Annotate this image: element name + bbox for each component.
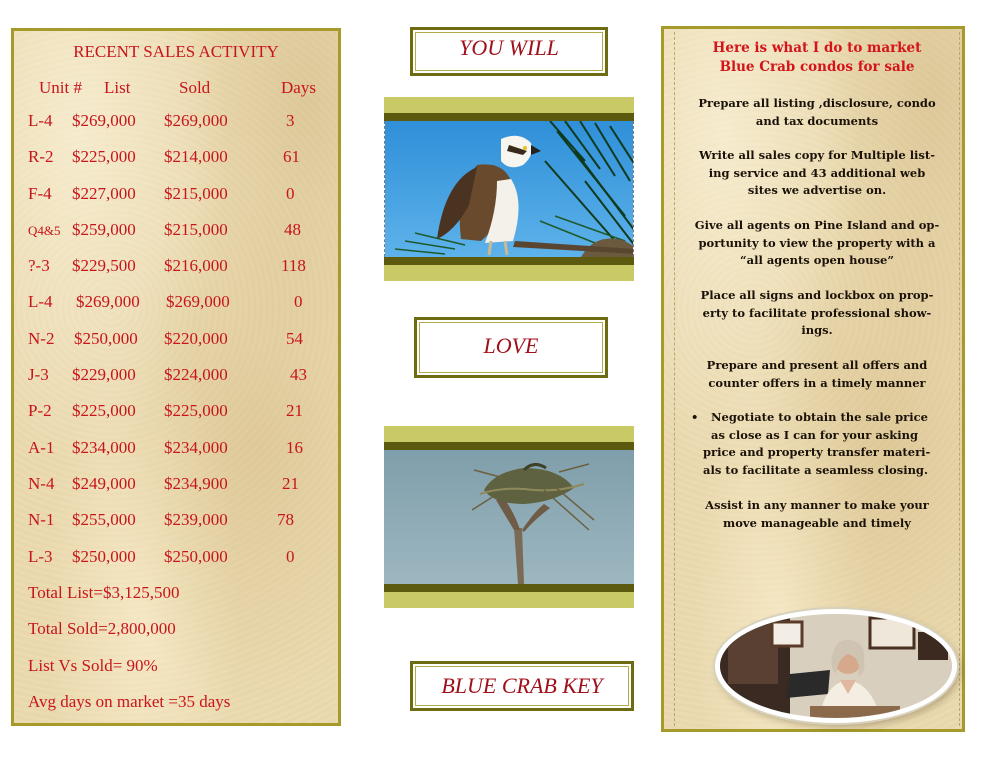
sales-list-price: $229,500 bbox=[72, 256, 136, 276]
sales-unit: ?-3 bbox=[28, 256, 50, 276]
task-line: and tax documents bbox=[755, 113, 879, 128]
sales-list-price: $227,000 bbox=[72, 183, 136, 203]
recent-sales-panel bbox=[11, 28, 341, 726]
column-header-unit: Unit # bbox=[39, 78, 82, 97]
sales-sold-price: $250,000 bbox=[164, 546, 228, 566]
sales-sold-price: $220,000 bbox=[164, 328, 228, 348]
sales-days: 21 bbox=[286, 401, 303, 421]
bullet-icon: • bbox=[691, 410, 699, 424]
sales-sold-price: $234,000 bbox=[164, 437, 228, 457]
sales-sold-price: $269,000 bbox=[166, 292, 230, 312]
sales-days: 118 bbox=[281, 256, 306, 276]
sales-rows bbox=[28, 111, 333, 583]
osprey-photo-icon bbox=[384, 121, 634, 257]
total-sold: Total Sold=2,800,000 bbox=[28, 619, 176, 639]
marketing-title-line-2: Blue Crab condos for sale bbox=[719, 59, 915, 75]
sales-days: 61 bbox=[283, 147, 300, 167]
sales-list-price: $250,000 bbox=[72, 546, 136, 566]
sales-row bbox=[28, 147, 333, 183]
sales-unit: J-3 bbox=[28, 365, 49, 385]
sales-days: 0 bbox=[286, 546, 295, 566]
sales-list-price: $225,000 bbox=[72, 401, 136, 421]
marketing-task-negotiate bbox=[683, 409, 963, 479]
sales-days: 43 bbox=[290, 365, 307, 385]
sales-sold-price: $225,000 bbox=[164, 401, 228, 421]
task-line: Assist in any manner to make your bbox=[705, 498, 929, 512]
sales-unit: A-1 bbox=[28, 437, 55, 457]
sales-row bbox=[28, 256, 333, 292]
task-line: ing service and 43 additional web bbox=[708, 165, 926, 180]
agent-portrait-icon bbox=[715, 609, 957, 723]
sales-unit: N-2 bbox=[28, 328, 55, 348]
frame-band-top-dark bbox=[384, 113, 634, 121]
sales-sold-price: $214,000 bbox=[164, 147, 228, 167]
frame-band-top bbox=[384, 97, 634, 113]
sales-days: 0 bbox=[286, 183, 295, 203]
task-line: Place all signs and lockbox on prop- bbox=[700, 288, 934, 302]
sales-unit: R-2 bbox=[28, 147, 54, 167]
sales-row bbox=[28, 401, 333, 437]
column-header-days: Days bbox=[281, 78, 316, 97]
osprey-photo-frame bbox=[384, 97, 634, 281]
task-line: ings. bbox=[801, 323, 833, 337]
you-will-label: YOU WILL bbox=[459, 35, 559, 60]
marketing-task-signs bbox=[677, 287, 957, 340]
sales-days: 48 bbox=[284, 219, 301, 239]
marketing-panel bbox=[661, 26, 965, 732]
marketing-title-line-1: Here is what I do to market bbox=[712, 40, 922, 56]
love-label-box bbox=[414, 317, 608, 378]
sales-row bbox=[28, 365, 333, 401]
marketing-task-sales-copy bbox=[677, 147, 957, 200]
marketing-title bbox=[675, 39, 959, 77]
frame-band-bottom bbox=[384, 265, 634, 281]
task-line: erty to facilitate professional show- bbox=[702, 305, 932, 320]
osprey-nest-illustration-icon bbox=[384, 450, 634, 584]
sales-unit: L-4 bbox=[28, 111, 53, 130]
sales-days: 78 bbox=[277, 510, 294, 530]
sales-sold-price: $239,000 bbox=[164, 510, 228, 530]
task-line: move manageable and timely bbox=[723, 515, 911, 530]
sales-sold-price: $216,000 bbox=[164, 256, 228, 276]
sales-unit: L-3 bbox=[28, 546, 53, 566]
task-line: counter offers in a timely manner bbox=[708, 375, 926, 390]
marketing-task-assist bbox=[677, 497, 957, 532]
sales-sold-price: $234,900 bbox=[164, 473, 228, 493]
love-label: LOVE bbox=[483, 333, 539, 358]
agent-portrait-illustration-icon bbox=[720, 614, 952, 718]
task-line: price and property transfer materi- bbox=[703, 445, 931, 459]
sales-row bbox=[28, 510, 333, 546]
task-line: Prepare all listing ,disclosure, condo bbox=[698, 96, 936, 110]
list-vs-sold: List Vs Sold= 90% bbox=[28, 655, 158, 675]
marketing-task-documents bbox=[677, 95, 957, 130]
sales-days: 54 bbox=[286, 328, 303, 348]
frame-band-bottom bbox=[384, 592, 634, 608]
sales-row bbox=[28, 184, 333, 220]
blue-crab-key-label: BLUE CRAB KEY bbox=[441, 673, 603, 698]
task-line: Write all sales copy for Multiple list- bbox=[699, 148, 935, 162]
sales-unit: F-4 bbox=[28, 183, 52, 203]
avg-days-on-market: Avg days on market =35 days bbox=[28, 691, 231, 711]
sales-list-price: $234,000 bbox=[72, 437, 136, 457]
sales-column-headers bbox=[14, 78, 338, 100]
task-line: Give all agents on Pine Island and op- bbox=[694, 218, 940, 232]
sales-row bbox=[28, 220, 333, 256]
frame-band-top bbox=[384, 426, 634, 442]
marketing-task-open-house bbox=[677, 217, 957, 270]
osprey-nest-photo-icon bbox=[384, 450, 634, 584]
sales-unit: N-1 bbox=[28, 510, 55, 530]
task-line: als to facilitate a seamless closing. bbox=[703, 462, 928, 477]
sales-unit: N-4 bbox=[28, 473, 55, 493]
sales-list-price: $249,000 bbox=[72, 473, 136, 493]
frame-band-bottom-dark bbox=[384, 584, 634, 592]
sales-list-price: $269,000 bbox=[76, 292, 140, 312]
task-line: Negotiate to obtain the sale price bbox=[711, 410, 928, 424]
task-line: sites we advertise on. bbox=[747, 183, 887, 197]
sales-list-price: $269,000 bbox=[72, 111, 136, 130]
sales-list-price: $250,000 bbox=[74, 328, 138, 348]
sales-days: 21 bbox=[282, 473, 299, 493]
sales-unit: Q4&5 bbox=[28, 222, 61, 238]
task-line: Prepare and present all offers and bbox=[706, 358, 928, 372]
sales-row bbox=[28, 111, 333, 147]
column-header-list: List bbox=[104, 78, 131, 97]
task-line: portunity to view the property with a bbox=[698, 235, 936, 250]
task-line: “all agents open house” bbox=[740, 253, 894, 267]
column-header-sold: Sold bbox=[179, 78, 211, 97]
sales-sold-price: $269,000 bbox=[164, 111, 228, 130]
sales-list-price: $259,000 bbox=[72, 219, 136, 239]
sales-sold-price: $215,000 bbox=[164, 183, 228, 203]
sales-sold-price: $215,000 bbox=[164, 219, 228, 239]
blue-crab-key-label-box bbox=[410, 661, 634, 711]
sales-totals bbox=[28, 583, 333, 728]
sales-unit: L-4 bbox=[28, 292, 53, 312]
sales-sold-price: $224,000 bbox=[164, 365, 228, 385]
total-list: Total List=$3,125,500 bbox=[28, 583, 180, 602]
osprey-illustration-icon bbox=[385, 121, 634, 257]
task-line: as close as I can for your asking bbox=[711, 427, 919, 442]
sales-row bbox=[28, 329, 333, 365]
sales-row bbox=[28, 547, 333, 583]
sales-unit: P-2 bbox=[28, 401, 52, 421]
sales-row bbox=[28, 438, 333, 474]
sales-row bbox=[28, 474, 333, 510]
sales-list-price: $225,000 bbox=[72, 147, 136, 167]
sales-list-price: $229,000 bbox=[72, 365, 136, 385]
sales-days: 0 bbox=[294, 292, 303, 312]
recent-sales-title: RECENT SALES ACTIVITY bbox=[73, 42, 279, 61]
marketing-panel-inner bbox=[674, 32, 960, 726]
frame-band-top-dark bbox=[384, 442, 634, 450]
marketing-task-offers bbox=[677, 357, 957, 392]
frame-band-bottom-dark bbox=[384, 257, 634, 265]
sales-days: 3 bbox=[286, 111, 295, 130]
osprey-nest-photo-frame bbox=[384, 426, 634, 608]
you-will-label-box bbox=[410, 27, 608, 76]
sales-list-price: $255,000 bbox=[72, 510, 136, 530]
sales-row bbox=[28, 292, 333, 328]
sales-days: 16 bbox=[286, 437, 303, 457]
